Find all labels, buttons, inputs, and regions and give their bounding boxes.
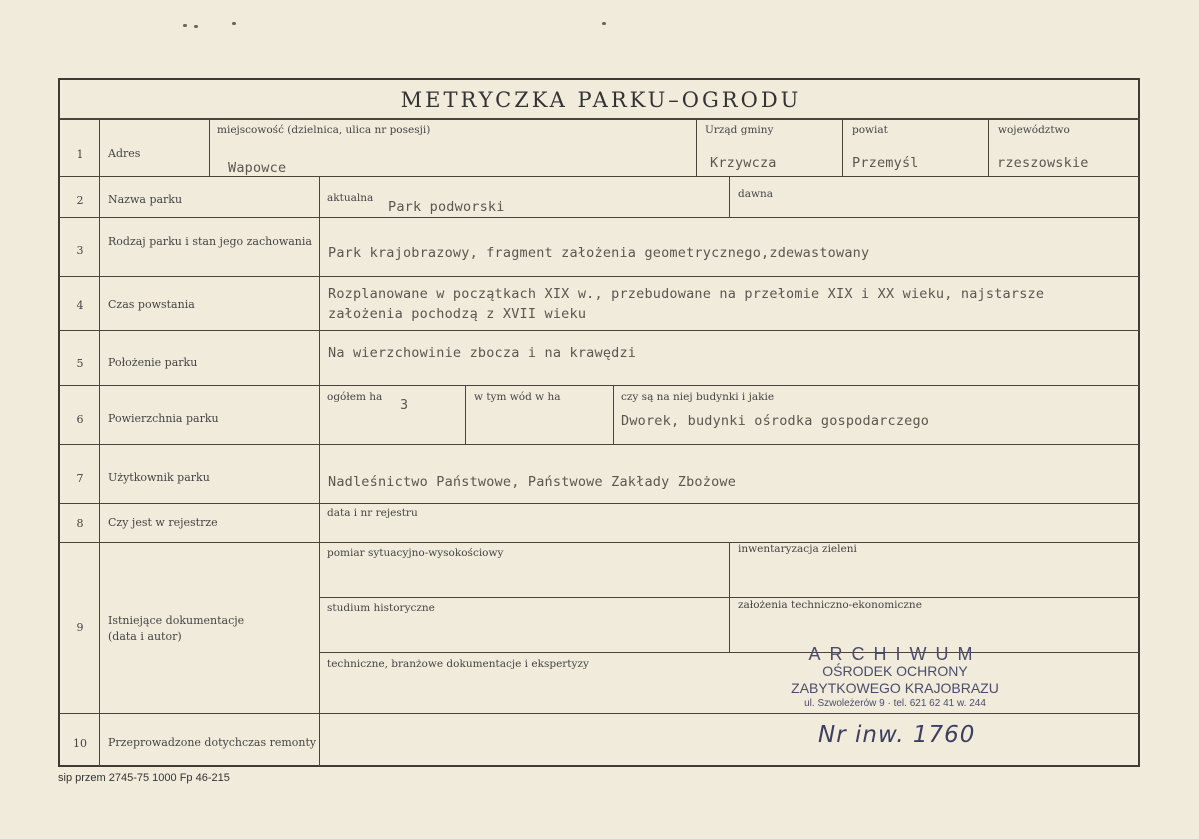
row-number: 3	[76, 244, 84, 257]
row-number: 9	[76, 621, 84, 634]
renovations-label: Przeprowadzone dotychczas remonty	[108, 736, 317, 749]
buildings-value: Dworek, budynki ośrodka gospodarczego	[621, 413, 930, 429]
row-number: 4	[76, 299, 84, 312]
voivodeship-label: województwo	[998, 124, 1070, 136]
row-divider	[60, 444, 1140, 445]
current-name-label: aktualna	[327, 192, 374, 204]
row-divider	[60, 385, 1140, 386]
total-area-label: ogółem ha	[327, 391, 383, 403]
column-divider	[465, 385, 466, 444]
survey-label: pomiar sytuacyjno-wysokościowy	[327, 547, 504, 559]
technical-economic-label: założenia techniczno-ekonomiczne	[738, 599, 922, 611]
row-divider	[60, 176, 1140, 177]
number-column-divider	[99, 118, 100, 767]
column-divider	[696, 118, 697, 176]
label-column-divider	[319, 176, 320, 767]
district-value: Przemyśl	[852, 155, 919, 171]
stamp-line: ARCHIWUM	[808, 644, 982, 664]
technical-docs-label: techniczne, branżowe dokumentacje i ekspertyzy	[327, 658, 589, 670]
inventory-number-handwritten: Nr inw. 1760	[818, 722, 976, 748]
row-divider	[60, 276, 1140, 277]
archive-stamp	[770, 645, 1020, 710]
location-value: Na wierzchowinie zbocza i na krawędzi	[328, 345, 637, 361]
register-date-label: data i nr rejestru	[327, 507, 418, 519]
row-divider	[60, 542, 1140, 543]
column-divider	[209, 118, 210, 176]
row-number: 10	[73, 737, 87, 750]
location-label: Położenie parku	[108, 356, 198, 369]
park-type-value: Park krajobrazowy, fragment założenia geometrycznego,zdewastowany	[328, 245, 870, 261]
commune-label: Urząd gminy	[705, 124, 774, 136]
creation-time-label: Czas powstania	[108, 298, 195, 311]
column-divider	[729, 542, 730, 652]
greenery-inventory-label: inwentaryzacja zieleni	[738, 543, 857, 555]
print-code: sip przem 2745-75 1000 Fp 46-215	[58, 772, 230, 784]
paper-speck	[232, 22, 236, 25]
row-number: 1	[76, 148, 84, 161]
commune-value: Krzywcza	[710, 155, 777, 171]
form-title: METRYCZKA PARKU–OGRODU	[400, 88, 802, 112]
area-label: Powierzchnia parku	[108, 412, 219, 425]
former-name-label: dawna	[738, 188, 773, 200]
voivodeship-value: rzeszowskie	[997, 155, 1089, 171]
park-name-label: Nazwa parku	[108, 193, 183, 206]
current-name-value: Park podworski	[388, 199, 505, 215]
column-divider	[988, 118, 989, 176]
user-value: Nadleśnictwo Państwowe, Państwowe Zakłady Zbożowe	[328, 474, 737, 490]
district-label: powiat	[852, 124, 888, 136]
row-number: 7	[76, 472, 84, 485]
row-divider	[60, 217, 1140, 218]
row-divider	[60, 330, 1140, 331]
water-area-label: w tym wód w ha	[474, 391, 561, 403]
row9-subdivider	[320, 597, 1140, 598]
address-label: Adres	[108, 147, 141, 160]
buildings-label: czy są na niej budynki i jakie	[621, 391, 775, 403]
documentation-label: Istniejące dokumentacje (data i autor)	[108, 614, 245, 643]
column-divider	[613, 385, 614, 444]
row-divider	[60, 503, 1140, 504]
column-divider	[729, 176, 730, 217]
paper-speck	[183, 24, 187, 27]
paper-speck	[194, 25, 198, 28]
row-number: 6	[76, 413, 84, 426]
stamp-line: ul. Szwoleżerów 9 · tel. 621 62 41 w. 244	[804, 698, 986, 709]
locality-value: Wapowce	[228, 160, 287, 176]
stamp-line: OŚRODEK OCHRONY	[822, 663, 968, 679]
paper-speck	[602, 22, 606, 25]
row-number: 8	[76, 517, 84, 530]
total-area-value: 3	[400, 397, 409, 413]
row-number: 2	[76, 194, 84, 207]
user-label: Użytkownik parku	[108, 471, 210, 484]
park-type-label: Rodzaj parku i stan jego zachowania	[108, 235, 312, 248]
creation-time-value: Rozplanowane w początkach XIX w., przebudowane na przełomie XIX i XX wieku, najstarsze założenia pochodzą z XVII wieku	[328, 286, 1045, 322]
row-number: 5	[76, 357, 84, 370]
historical-study-label: studium historyczne	[327, 602, 435, 614]
stamp-line: ZABYTKOWEGO KRAJOBRAZU	[791, 680, 999, 696]
row-divider	[60, 713, 1140, 714]
register-label: Czy jest w rejestrze	[108, 516, 218, 529]
row-divider	[60, 118, 1140, 120]
locality-label: miejscowość (dzielnica, ulica nr posesji)	[217, 124, 431, 136]
column-divider	[842, 118, 843, 176]
